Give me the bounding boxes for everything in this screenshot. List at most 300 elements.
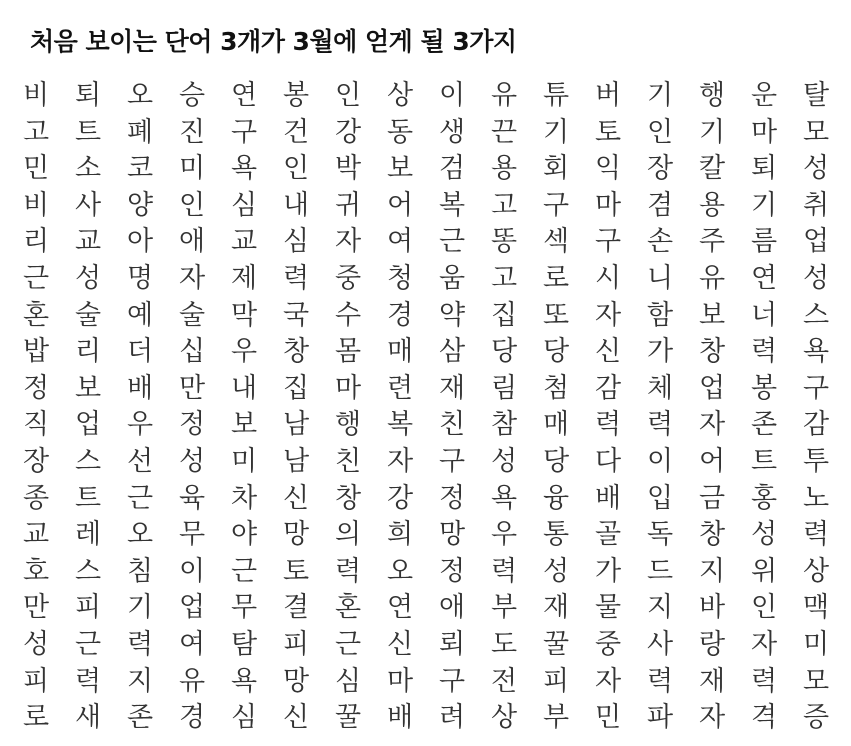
grid-cell: 근 [438, 226, 466, 258]
grid-cell: 입 [646, 482, 674, 514]
grid-cell: 상 [386, 80, 414, 111]
grid-cell: 경 [386, 299, 414, 331]
grid-cell: 삼 [438, 336, 466, 368]
word-search-grid [10, 78, 842, 738]
grid-cell: 골 [594, 519, 622, 551]
grid-cell: 오 [126, 519, 154, 551]
grid-cell: 새 [74, 702, 102, 734]
grid-cell: 심 [230, 189, 258, 221]
grid-cell: 증 [802, 702, 830, 734]
grid-cell: 밥 [22, 336, 50, 368]
grid-cell: 다 [594, 445, 622, 477]
grid-cell: 존 [126, 702, 154, 734]
page-title: 처음 보이는 단어 3개가 3월에 얻게 될 3가지 [30, 27, 517, 56]
grid-cell: 무 [230, 592, 258, 624]
grid-cell: 민 [22, 153, 50, 185]
grid-cell: 자 [594, 299, 622, 331]
grid-cell: 도 [490, 628, 518, 660]
grid-cell: 경 [178, 702, 206, 734]
grid-cell: 보 [230, 409, 258, 441]
grid-cell: 튜 [542, 80, 570, 111]
grid-cell: 탐 [230, 628, 258, 660]
grid-cell: 망 [282, 665, 310, 697]
grid-cell: 집 [490, 299, 518, 331]
grid-cell: 복 [386, 409, 414, 441]
grid-cell: 인 [178, 189, 206, 221]
grid-cell: 예 [126, 299, 154, 331]
grid-cell: 심 [282, 226, 310, 258]
grid-cell: 인 [334, 80, 362, 111]
grid-cell: 력 [334, 555, 362, 587]
grid-cell: 친 [438, 409, 466, 441]
grid-cell: 강 [334, 116, 362, 148]
grid-cell: 성 [22, 628, 50, 660]
grid-cell: 결 [282, 592, 310, 624]
grid-cell: 끈 [490, 116, 518, 148]
grid-cell: 의 [334, 519, 362, 551]
grid-cell: 당 [490, 336, 518, 368]
grid-cell: 내 [230, 372, 258, 404]
grid-cell: 유 [490, 80, 518, 111]
grid-cell: 리 [22, 226, 50, 258]
grid-cell: 성 [542, 555, 570, 587]
grid-cell: 모 [802, 665, 830, 697]
grid-cell: 약 [438, 299, 466, 331]
grid-cell: 동 [386, 116, 414, 148]
grid-cell: 취 [802, 189, 830, 221]
grid-cell: 성 [802, 262, 830, 294]
grid-cell: 차 [230, 482, 258, 514]
grid-cell: 주 [698, 226, 726, 258]
grid-cell: 근 [74, 628, 102, 660]
grid-cell: 통 [542, 519, 570, 551]
grid-cell: 근 [230, 555, 258, 587]
grid-cell: 중 [594, 628, 622, 660]
grid-cell: 력 [282, 262, 310, 294]
grid-cell: 창 [334, 482, 362, 514]
grid-cell: 호 [22, 555, 50, 587]
grid-cell: 버 [594, 80, 622, 111]
grid-cell: 맥 [802, 592, 830, 624]
grid-cell: 손 [646, 226, 674, 258]
grid-row [10, 664, 842, 701]
grid-cell: 교 [230, 226, 258, 258]
grid-row [10, 554, 842, 591]
grid-cell: 재 [698, 665, 726, 697]
grid-cell: 봉 [282, 80, 310, 111]
grid-cell: 운 [750, 80, 778, 111]
grid-cell: 명 [126, 262, 154, 294]
grid-cell: 노 [802, 482, 830, 514]
grid-cell: 존 [750, 409, 778, 441]
grid-cell: 정 [178, 409, 206, 441]
grid-cell: 리 [74, 336, 102, 368]
grid-cell: 어 [698, 445, 726, 477]
grid-cell: 고 [490, 189, 518, 221]
grid-row [10, 590, 842, 627]
grid-cell: 드 [646, 555, 674, 587]
grid-cell: 남 [282, 445, 310, 477]
grid-cell: 욕 [230, 665, 258, 697]
grid-cell: 행 [698, 80, 726, 111]
grid-cell: 여 [386, 226, 414, 258]
grid-cell: 집 [282, 372, 310, 404]
grid-cell: 이 [438, 80, 466, 111]
grid-row [10, 517, 842, 554]
grid-cell: 마 [750, 116, 778, 148]
grid-cell: 심 [230, 702, 258, 734]
grid-cell: 인 [282, 153, 310, 185]
grid-cell: 체 [646, 372, 674, 404]
grid-cell: 수 [334, 299, 362, 331]
grid-cell: 바 [698, 592, 726, 624]
grid-cell: 마 [594, 189, 622, 221]
grid-cell: 친 [334, 445, 362, 477]
grid-cell: 전 [490, 665, 518, 697]
grid-cell: 야 [230, 519, 258, 551]
grid-cell: 칼 [698, 153, 726, 185]
grid-cell: 소 [74, 153, 102, 185]
grid-cell: 력 [802, 519, 830, 551]
grid-cell: 력 [594, 409, 622, 441]
grid-row [10, 407, 842, 444]
grid-cell: 망 [438, 519, 466, 551]
grid-cell: 애 [438, 592, 466, 624]
grid-cell: 감 [594, 372, 622, 404]
grid-cell: 파 [646, 702, 674, 734]
grid-cell: 투 [802, 445, 830, 477]
grid-cell: 위 [750, 555, 778, 587]
grid-cell: 피 [282, 628, 310, 660]
grid-cell: 양 [126, 189, 154, 221]
grid-cell: 재 [542, 592, 570, 624]
grid-cell: 가 [646, 336, 674, 368]
grid-cell: 구 [594, 226, 622, 258]
grid-cell: 피 [542, 665, 570, 697]
grid-cell: 력 [126, 628, 154, 660]
grid-cell: 어 [386, 189, 414, 221]
grid-cell: 제 [230, 262, 258, 294]
grid-cell: 금 [698, 482, 726, 514]
grid-cell: 가 [594, 555, 622, 587]
grid-cell: 재 [438, 372, 466, 404]
grid-cell: 자 [698, 409, 726, 441]
grid-cell: 트 [750, 445, 778, 477]
grid-cell: 창 [698, 519, 726, 551]
grid-cell: 귀 [334, 189, 362, 221]
grid-cell: 력 [750, 665, 778, 697]
grid-row [10, 334, 842, 371]
grid-cell: 우 [230, 336, 258, 368]
grid-cell: 구 [230, 116, 258, 148]
grid-cell: 인 [750, 592, 778, 624]
grid-cell: 중 [334, 262, 362, 294]
grid-cell: 로 [542, 262, 570, 294]
grid-row [10, 481, 842, 518]
grid-cell: 기 [646, 80, 674, 111]
grid-cell: 융 [542, 482, 570, 514]
grid-cell: 감 [802, 409, 830, 441]
grid-cell: 성 [490, 445, 518, 477]
grid-row [10, 224, 842, 261]
grid-cell: 트 [74, 482, 102, 514]
grid-row [10, 151, 842, 188]
grid-cell: 퇴 [74, 80, 102, 111]
grid-cell: 레 [74, 519, 102, 551]
grid-cell: 랑 [698, 628, 726, 660]
grid-cell: 보 [74, 372, 102, 404]
grid-cell: 성 [750, 519, 778, 551]
grid-cell: 당 [542, 445, 570, 477]
grid-cell: 인 [646, 116, 674, 148]
grid-cell: 고 [22, 116, 50, 148]
grid-cell: 구 [438, 665, 466, 697]
grid-cell: 모 [802, 116, 830, 148]
grid-cell: 격 [750, 702, 778, 734]
grid-cell: 물 [594, 592, 622, 624]
grid-cell: 십 [178, 336, 206, 368]
grid-cell: 교 [74, 226, 102, 258]
grid-cell: 욕 [230, 153, 258, 185]
grid-cell: 상 [490, 702, 518, 734]
grid-cell: 기 [698, 116, 726, 148]
grid-cell: 우 [490, 519, 518, 551]
grid-cell: 또 [542, 299, 570, 331]
grid-cell: 복 [438, 189, 466, 221]
grid-cell: 마 [334, 372, 362, 404]
grid-row [10, 298, 842, 335]
grid-cell: 민 [594, 702, 622, 734]
grid-cell: 구 [438, 445, 466, 477]
grid-cell: 신 [386, 628, 414, 660]
grid-cell: 내 [282, 189, 310, 221]
grid-cell: 매 [542, 409, 570, 441]
grid-cell: 막 [230, 299, 258, 331]
grid-cell: 스 [802, 299, 830, 331]
grid-cell: 용 [490, 153, 518, 185]
grid-cell: 장 [22, 445, 50, 477]
grid-cell: 업 [802, 226, 830, 258]
grid-cell: 스 [74, 555, 102, 587]
grid-cell: 사 [74, 189, 102, 221]
grid-cell: 함 [646, 299, 674, 331]
grid-cell: 애 [178, 226, 206, 258]
grid-cell: 자 [334, 226, 362, 258]
grid-cell: 퇴 [750, 153, 778, 185]
grid-cell: 피 [22, 665, 50, 697]
grid-cell: 신 [282, 702, 310, 734]
grid-cell: 당 [542, 336, 570, 368]
grid-cell: 피 [74, 592, 102, 624]
grid-cell: 미 [802, 628, 830, 660]
grid-cell: 회 [542, 153, 570, 185]
grid-cell: 진 [178, 116, 206, 148]
grid-cell: 력 [74, 665, 102, 697]
grid-cell: 업 [74, 409, 102, 441]
grid-row [10, 444, 842, 481]
grid-cell: 박 [334, 153, 362, 185]
grid-cell: 토 [594, 116, 622, 148]
grid-cell: 창 [698, 336, 726, 368]
grid-cell: 뢰 [438, 628, 466, 660]
grid-cell: 성 [802, 153, 830, 185]
grid-cell: 련 [386, 372, 414, 404]
grid-cell: 건 [282, 116, 310, 148]
grid-cell: 자 [698, 702, 726, 734]
grid-cell: 몸 [334, 336, 362, 368]
grid-cell: 유 [178, 665, 206, 697]
grid-row [10, 188, 842, 225]
grid-cell: 탈 [802, 80, 830, 111]
grid-cell: 무 [178, 519, 206, 551]
grid-cell: 성 [178, 445, 206, 477]
grid-cell: 정 [22, 372, 50, 404]
grid-cell: 폐 [126, 116, 154, 148]
grid-cell: 부 [542, 702, 570, 734]
grid-cell: 강 [386, 482, 414, 514]
grid-cell: 비 [22, 80, 50, 111]
grid-cell: 연 [386, 592, 414, 624]
grid-cell: 력 [646, 409, 674, 441]
grid-row [10, 627, 842, 664]
grid-cell: 이 [178, 555, 206, 587]
grid-cell: 심 [334, 665, 362, 697]
grid-cell: 청 [386, 262, 414, 294]
grid-cell: 지 [646, 592, 674, 624]
grid-row [10, 261, 842, 298]
grid-cell: 시 [594, 262, 622, 294]
grid-cell: 참 [490, 409, 518, 441]
grid-cell: 이 [646, 445, 674, 477]
grid-cell: 성 [74, 262, 102, 294]
grid-cell: 자 [386, 445, 414, 477]
grid-cell: 신 [594, 336, 622, 368]
grid-cell: 자 [750, 628, 778, 660]
grid-cell: 림 [490, 372, 518, 404]
grid-cell: 익 [594, 153, 622, 185]
grid-cell: 섹 [542, 226, 570, 258]
grid-cell: 첨 [542, 372, 570, 404]
grid-cell: 여 [178, 628, 206, 660]
grid-cell: 배 [594, 482, 622, 514]
grid-cell: 유 [698, 262, 726, 294]
grid-cell: 고 [490, 262, 518, 294]
grid-cell: 더 [126, 336, 154, 368]
grid-cell: 업 [698, 372, 726, 404]
grid-cell: 사 [646, 628, 674, 660]
grid-cell: 스 [74, 445, 102, 477]
grid-cell: 아 [126, 226, 154, 258]
grid-cell: 국 [282, 299, 310, 331]
grid-cell: 기 [126, 592, 154, 624]
grid-cell: 너 [750, 299, 778, 331]
grid-cell: 구 [542, 189, 570, 221]
grid-cell: 교 [22, 519, 50, 551]
grid-cell: 망 [282, 519, 310, 551]
grid-cell: 니 [646, 262, 674, 294]
grid-cell: 장 [646, 153, 674, 185]
grid-cell: 미 [230, 445, 258, 477]
grid-cell: 지 [698, 555, 726, 587]
grid-cell: 근 [126, 482, 154, 514]
grid-cell: 창 [282, 336, 310, 368]
grid-cell: 보 [386, 153, 414, 185]
grid-cell: 겸 [646, 189, 674, 221]
grid-cell: 움 [438, 262, 466, 294]
grid-cell: 토 [282, 555, 310, 587]
grid-cell: 력 [490, 555, 518, 587]
grid-cell: 꿀 [542, 628, 570, 660]
grid-cell: 매 [386, 336, 414, 368]
grid-row [10, 115, 842, 152]
grid-cell: 마 [386, 665, 414, 697]
grid-cell: 혼 [22, 299, 50, 331]
grid-cell: 침 [126, 555, 154, 587]
grid-cell: 육 [178, 482, 206, 514]
grid-cell: 희 [386, 519, 414, 551]
grid-cell: 신 [282, 482, 310, 514]
grid-cell: 용 [698, 189, 726, 221]
grid-cell: 기 [750, 189, 778, 221]
grid-cell: 상 [802, 555, 830, 587]
grid-cell: 똥 [490, 226, 518, 258]
grid-cell: 꿀 [334, 702, 362, 734]
grid-cell: 보 [698, 299, 726, 331]
grid-cell: 오 [386, 555, 414, 587]
grid-row [10, 700, 842, 737]
grid-cell: 배 [386, 702, 414, 734]
grid-cell: 혼 [334, 592, 362, 624]
grid-cell: 술 [178, 299, 206, 331]
grid-cell: 남 [282, 409, 310, 441]
grid-cell: 력 [750, 336, 778, 368]
grid-cell: 근 [334, 628, 362, 660]
grid-cell: 자 [594, 665, 622, 697]
grid-cell: 오 [126, 80, 154, 111]
grid-cell: 검 [438, 153, 466, 185]
grid-cell: 정 [438, 555, 466, 587]
grid-cell: 려 [438, 702, 466, 734]
grid-cell: 홍 [750, 482, 778, 514]
grid-cell: 연 [750, 262, 778, 294]
grid-cell: 욕 [802, 336, 830, 368]
grid-cell: 부 [490, 592, 518, 624]
grid-cell: 우 [126, 409, 154, 441]
grid-cell: 근 [22, 262, 50, 294]
grid-cell: 연 [230, 80, 258, 111]
grid-cell: 력 [646, 665, 674, 697]
grid-cell: 만 [22, 592, 50, 624]
grid-cell: 기 [542, 116, 570, 148]
grid-cell: 생 [438, 116, 466, 148]
grid-cell: 승 [178, 80, 206, 111]
grid-cell: 행 [334, 409, 362, 441]
grid-cell: 코 [126, 153, 154, 185]
grid-row [10, 78, 842, 115]
grid-cell: 업 [178, 592, 206, 624]
grid-cell: 직 [22, 409, 50, 441]
grid-row [10, 371, 842, 408]
grid-cell: 선 [126, 445, 154, 477]
grid-cell: 독 [646, 519, 674, 551]
grid-cell: 비 [22, 189, 50, 221]
grid-cell: 자 [178, 262, 206, 294]
grid-cell: 트 [74, 116, 102, 148]
grid-cell: 욕 [490, 482, 518, 514]
grid-cell: 배 [126, 372, 154, 404]
grid-cell: 지 [126, 665, 154, 697]
grid-cell: 만 [178, 372, 206, 404]
